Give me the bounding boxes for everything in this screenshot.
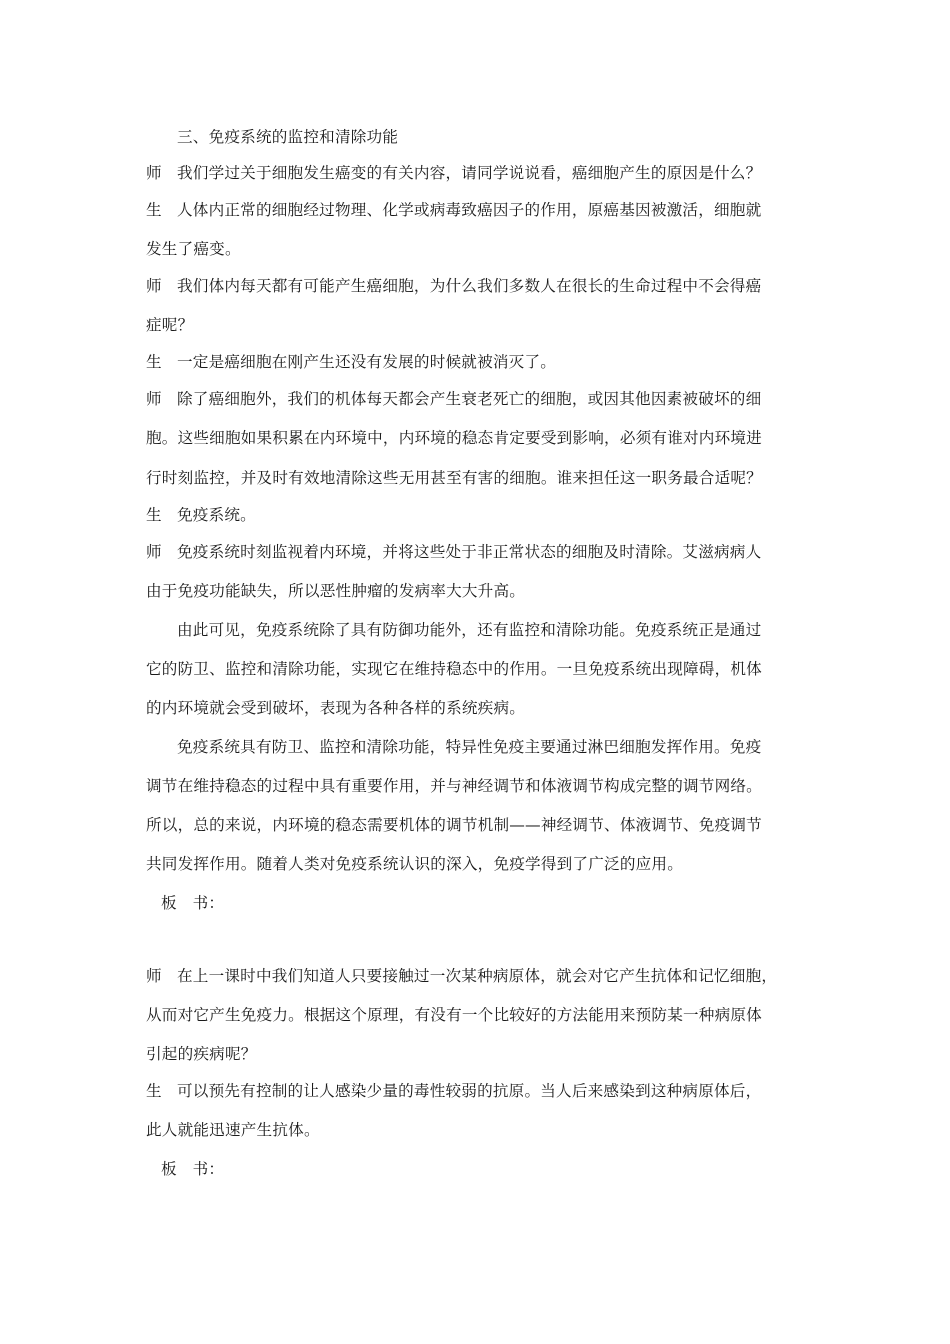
paragraph-line: 的内环境就会受到破坏，表现为各种各样的系统疾病。 <box>146 699 526 717</box>
dialogue-line <box>146 389 761 409</box>
dialogue-continuation: 由于免疫功能缺失，所以恶性肿瘤的发病率大大升高。 <box>146 582 526 600</box>
speaker-student: 生 <box>146 201 162 219</box>
speaker-student: 生 <box>146 1082 162 1100</box>
board-label: 板 书： <box>161 894 225 912</box>
paragraph-line: 免疫系统具有防卫、监控和清除功能，特异性免疫主要通过淋巴细胞发挥作用。免疫 <box>177 738 762 756</box>
dialogue-line <box>146 352 556 372</box>
dialogue-continuation: 此人就能迅速产生抗体。 <box>146 1121 320 1139</box>
paragraph-line: 所以，总的来说，内环境的稳态需要机体的调节机制——神经调节、体液调节、免疫调节 <box>146 816 762 834</box>
dialogue-line <box>146 163 761 183</box>
dialogue-text: 人体内正常的细胞经过物理、化学或病毒致癌因子的作用，原癌基因被激活，细胞就 <box>177 201 762 219</box>
board-label: 板 书： <box>161 1160 225 1178</box>
paragraph-line: 它的防卫、监控和清除功能，实现它在维持稳态中的作用。一旦免疫系统出现障碍，机体 <box>146 660 762 678</box>
dialogue-continuation: 引起的疾病呢？ <box>146 1045 257 1063</box>
speaker-student: 生 <box>146 506 162 524</box>
dialogue-continuation: 发生了癌变。 <box>146 240 241 258</box>
speaker-teacher: 师 <box>146 277 162 295</box>
speaker-teacher: 师 <box>146 164 162 182</box>
speaker-teacher: 师 <box>146 967 162 985</box>
dialogue-line <box>146 505 256 525</box>
dialogue-line <box>146 1081 761 1101</box>
dialogue-text: 除了癌细胞外，我们的机体每天都会产生衰老死亡的细胞，或因其他因素被破坏的细 <box>177 390 762 408</box>
paragraph-line: 调节在维持稳态的过程中具有重要作用，并与神经调节和体液调节构成完整的调节网络。 <box>146 777 762 795</box>
speaker-teacher: 师 <box>146 543 162 561</box>
paragraph-line: 由此可见，免疫系统除了具有防御功能外，还有监控和清除功能。免疫系统正是通过 <box>177 621 762 639</box>
speaker-student: 生 <box>146 353 162 371</box>
paragraph-line: 共同发挥作用。随着人类对免疫系统认识的深入，免疫学得到了广泛的应用。 <box>146 855 683 873</box>
dialogue-text: 我们学过关于细胞发生癌变的有关内容，请同学说说看，癌细胞产生的原因是什么？ <box>177 164 762 182</box>
section-heading-3: 三、免疫系统的监控和清除功能 <box>177 128 399 146</box>
dialogue-text: 可以预先有控制的让人感染少量的毒性较弱的抗原。当人后来感染到这种病原体后， <box>177 1082 762 1100</box>
dialogue-text: 免疫系统时刻监视着内环境，并将这些处于非正常状态的细胞及时清除。艾滋病病人 <box>177 543 762 561</box>
dialogue-line <box>146 276 761 296</box>
dialogue-text: 一定是癌细胞在刚产生还没有发展的时候就被消灭了。 <box>177 353 557 371</box>
speaker-teacher: 师 <box>146 390 162 408</box>
dialogue-line <box>146 966 777 986</box>
dialogue-continuation: 症呢？ <box>146 316 194 334</box>
dialogue-continuation: 胞。这些细胞如果积累在内环境中，内环境的稳态肯定要受到影响，必须有谁对内环境进 <box>146 429 762 447</box>
dialogue-text: 免疫系统。 <box>177 506 256 524</box>
dialogue-continuation: 从而对它产生免疫力。根据这个原理，有没有一个比较好的方法能用来预防某一种病原体 <box>146 1006 762 1024</box>
dialogue-continuation: 行时刻监控，并及时有效地清除这些无用甚至有害的细胞。谁来担任这一职务最合适呢？ <box>146 469 762 487</box>
dialogue-text: 在上一课时中我们知道人只要接触过一次某种病原体，就会对它产生抗体和记忆细胞， <box>177 967 778 985</box>
dialogue-text: 我们体内每天都有可能产生癌细胞，为什么我们多数人在很长的生命过程中不会得癌 <box>177 277 762 295</box>
dialogue-line <box>146 200 761 220</box>
dialogue-line <box>146 542 761 562</box>
